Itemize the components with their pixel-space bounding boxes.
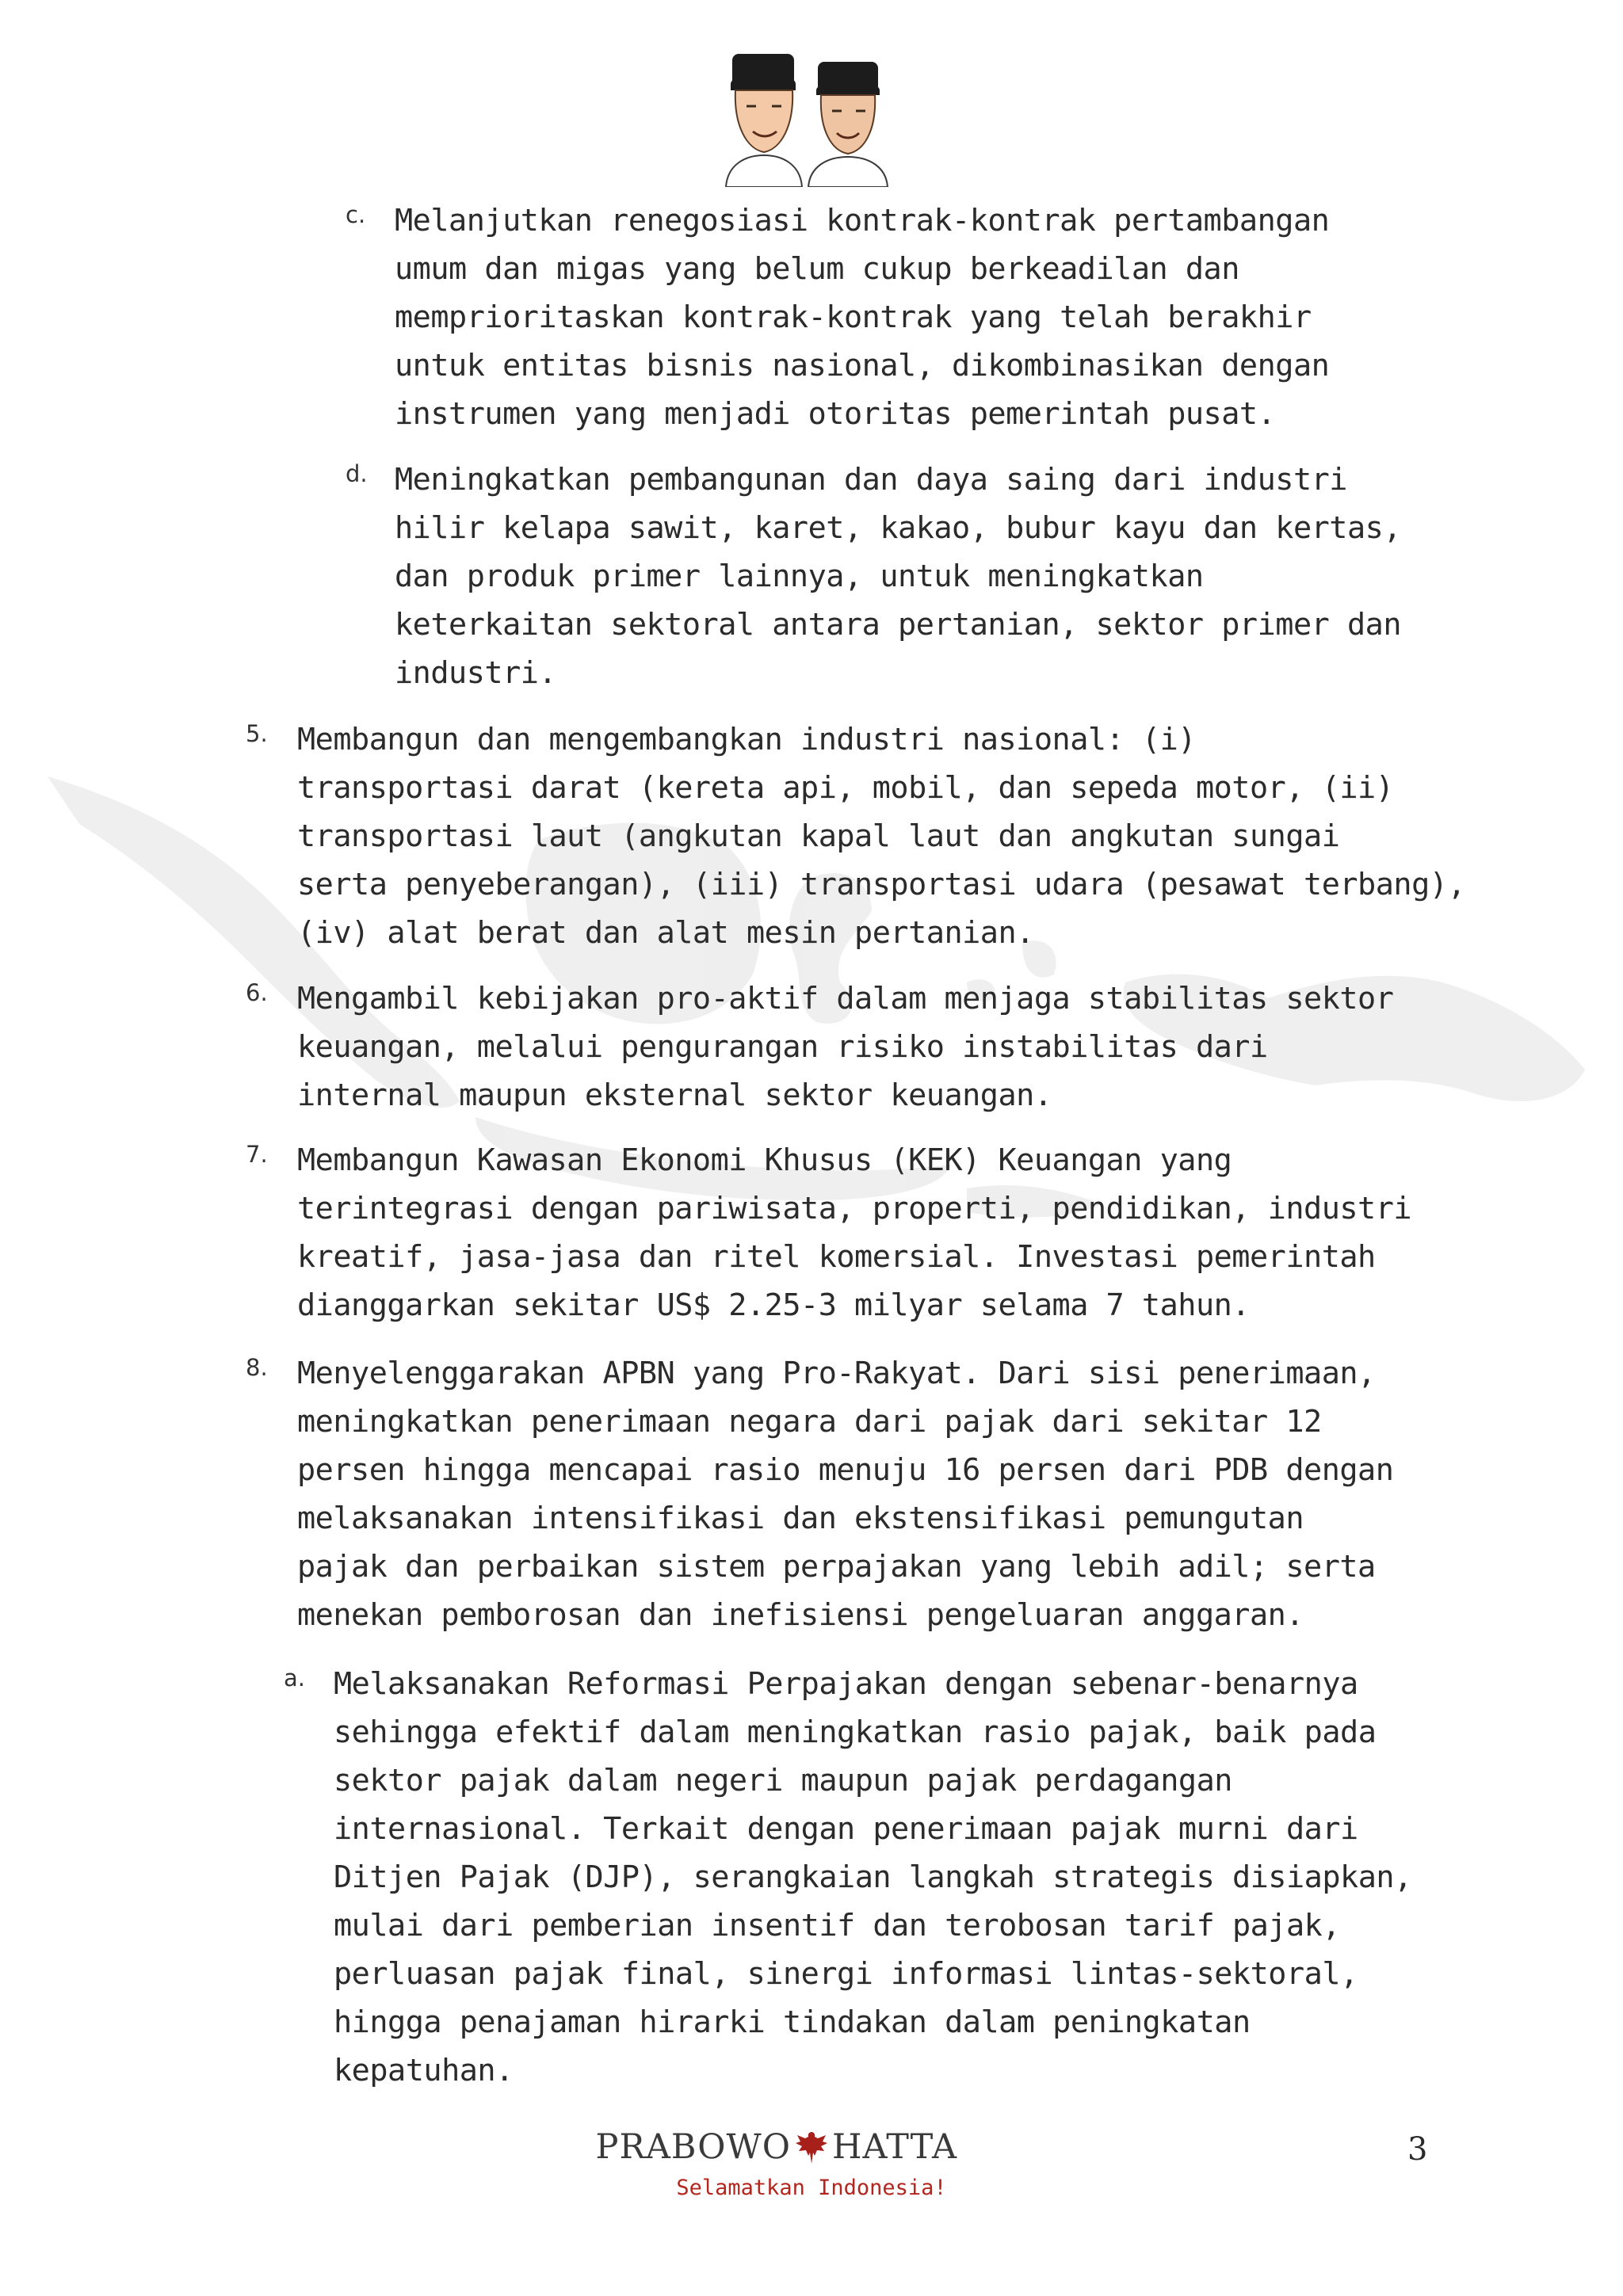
list-marker: d. [346,460,368,487]
list-item-text: Membangun Kawasan Ekonomi Khusus (KEK) Keuangan yang terintegrasi dengan pariwisata, properti, pendidikan, industri kreatif, jasa-jasa dan ritel komersial. Investasi pemerintah dianggarkan sekitar US$ 2.25-3 milyar selama 7 tahun. [297,1142,1412,1323]
list-item-6 [246,974,1466,1125]
garuda-emblem-icon [796,2129,827,2165]
list-item-text: Melanjutkan renegosiasi kontrak-kontrak pertambangan umum dan migas yang belum cukup berkeadilan dan memprioritaskan kontrak-kontrak yang telah berakhir untuk entitas bisnis nasional, dikombinasikan dengan instrumen yang menjadi otoritas pemerintah pusat. [395,203,1330,432]
brand-name-right: HATTA [832,2127,958,2167]
list-item-8a [284,1660,1472,2103]
page-number: 3 [1407,2131,1428,2168]
list-item-7 [246,1136,1466,1334]
list-item-8 [246,1349,1466,1642]
list-marker: 5. [246,720,268,747]
list-marker: c. [346,201,366,228]
list-item-5 [246,715,1466,961]
list-marker: 8. [246,1354,268,1381]
list-item-c [346,196,1455,442]
list-item-text: Membangun dan mengembangkan industri nasional: (i) transportasi darat (kereta api, mobil, dan sepeda motor, (ii) transportasi laut (angkutan kapal laut dan angkutan sungai serta penyeberangan), (iii) transportasi udara (pesawat terbang), (iv) alat berat dan alat mesin pertanian. [297,722,1466,951]
brand-name-left: PRABOWO [595,2127,791,2167]
candidate-caricatures-icon [723,46,899,187]
footer-brand [0,2127,1623,2175]
list-item-d [346,456,1455,701]
footer-tagline: Selamatkan Indonesia! [676,2176,947,2200]
list-marker: a. [284,1665,305,1691]
list-marker: 7. [246,1141,268,1168]
list-item-text: Meningkatkan pembangunan dan daya saing dari industri hilir kelapa sawit, karet, kakao, bubur kayu dan kertas, dan produk primer lainnya, untuk meningkatkan keterkaitan sektoral antara pertanian, sektor primer dan industri. [395,462,1402,691]
list-item-text: Melaksanakan Reformasi Perpajakan dengan sebenar-benarnya sehingga efektif dalam meningkatkan rasio pajak, baik pada sektor pajak dalam negeri maupun pajak perdagangan internasional. Terkait dengan penerimaan pajak murni dari Ditjen Pajak (DJP), serangkaian langkah strategis disiapkan, mulai dari pemberian insentif dan terobosan tarif pajak, perluasan pajak final, sinergi informasi lintas-sektoral, hingga penajaman hirarki tindakan dalam peningkatan kepatuhan. [334,1666,1412,2088]
list-marker: 6. [246,979,268,1006]
list-item-text: Menyelenggarakan APBN yang Pro-Rakyat. Dari sisi penerimaan, meningkatkan penerimaan negara dari pajak dari sekitar 12 persen hingga mencapai rasio menuju 16 persen dari PDB dengan melaksanakan intensifikasi dan ekstensifikasi pemungutan pajak dan perbaikan sistem perpajakan yang lebih adil; serta menekan pemborosan dan inefisiensi pengeluaran anggaran. [297,1356,1394,1633]
list-item-text: Mengambil kebijakan pro-aktif dalam menjaga stabilitas sektor keuangan, melalui pengurangan risiko instabilitas dari internal maupun eksternal sektor keuangan. [297,981,1394,1113]
